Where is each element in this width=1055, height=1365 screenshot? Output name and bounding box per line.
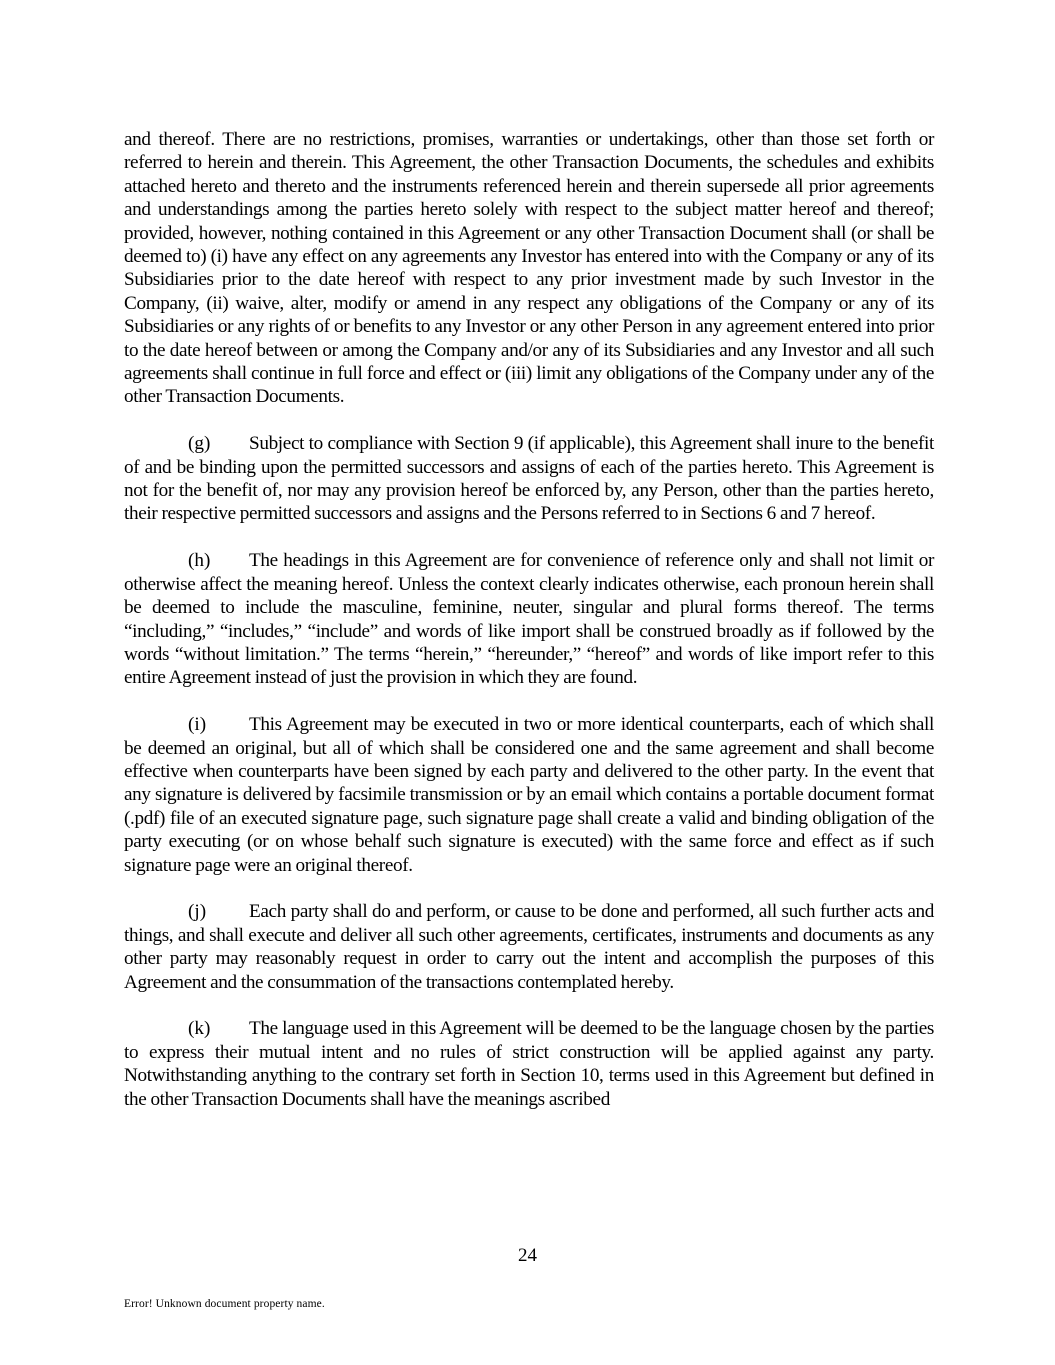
paragraph-h	[124, 549, 934, 689]
paragraph-j	[124, 900, 934, 994]
paragraph-text: Subject to compliance with Section 9 (if applicable), this Agreement shall inure to the benefit of and be binding upon the permitted successors and assigns of each of the parties hereto. This Agreement is not for the benefit of, nor may any provision hereof be enforced by, any Person, other than the parties hereto, their respective permitted successors and assigns and the Persons referred to in Sections 6 and 7 hereof.	[124, 433, 934, 525]
paragraph-label: (h)	[188, 550, 211, 572]
paragraph-text: and thereof. There are no restrictions, promises, warranties or undertakings, other than those set forth or referred to herein and therein. This Agreement, the other Transaction Documents, the schedules and exhibits attached hereto and thereto and the instruments referenced herein and therein supersede all prior agreements and understandings among the parties hereto solely with respect to the subject matter hereof and thereof; provided, however, nothing contained in this Agreement or any other Transaction Document shall (or shall be deemed to) (i) have any effect on any agreements any Investor has entered into with the Company or any of its Subsidiaries prior to the date hereof with respect to any prior investment made by such Investor in the Company, (ii) waive, alter, modify or amend in any respect any obligations of the Company or any of its Subsidiaries or any rights of or benefits to any Investor or any other Person in any agreement entered into prior to the date hereof between or among the Company and/or any of its Subsidiaries and any Investor and all such agreements shall continue in full force and effect or (iii) limit any obligations of the Company under any of the other Transaction Documents.	[124, 129, 934, 408]
paragraph-continuation	[124, 128, 934, 409]
paragraph-label: (i)	[188, 714, 207, 736]
document-body	[124, 128, 934, 1134]
paragraph-label: (j)	[188, 901, 207, 923]
paragraph-text: The language used in this Agreement will be deemed to be the language chosen by the parties to express their mutual intent and no rules of strict construction will be applied against any party. Notwithstanding anything to the contrary set forth in Section 10, terms used in this Agreement but defined in the other Transaction Documents shall have the meanings ascribed	[124, 1018, 934, 1110]
paragraph-g	[124, 432, 934, 526]
paragraph-text: The headings in this Agreement are for convenience of reference only and shall not limit or otherwise affect the meaning hereof. Unless the context clearly indicates otherwise, each pronoun herein shall be deemed to include the masculine, feminine, neuter, singular and plural forms thereof. The terms “including,” “includes,” “include” and words of like import shall be construed broadly as if followed by the words “without limitation.” The terms “herein,” “hereunder,” “hereof” and words of like import refer to this entire Agreement instead of just the provision in which they are found.	[124, 550, 934, 689]
paragraph-text: This Agreement may be executed in two or more identical counterparts, each of which shall be deemed an original, but all of which shall be considered one and the same agreement and shall become effective when counterparts have been signed by each party and delivered to the other party. In the event that any signature is delivered by facsimile transmission or by an email which contains a portable document format (.pdf) file of an executed signature page, such signature page shall create a valid and binding obligation of the party executing (or on whose behalf such signature is executed) with the same force and effect as if such signature page were an original thereof.	[124, 714, 934, 876]
page-number: 24	[518, 1245, 537, 1266]
paragraph-text: Each party shall do and perform, or cause to be done and performed, all such further acts and things, and shall execute and deliver all such other agreements, certificates, instruments and documents as any other party may reasonably request in order to carry out the intent and accomplish the purposes of this Agreement and the consummation of the transactions contemplated hereby.	[124, 901, 934, 993]
paragraph-k	[124, 1017, 934, 1111]
paragraph-i	[124, 713, 934, 877]
paragraph-label: (k)	[188, 1018, 211, 1040]
paragraph-label: (g)	[188, 433, 211, 455]
footer-text: Error! Unknown document property name.	[124, 1298, 325, 1310]
